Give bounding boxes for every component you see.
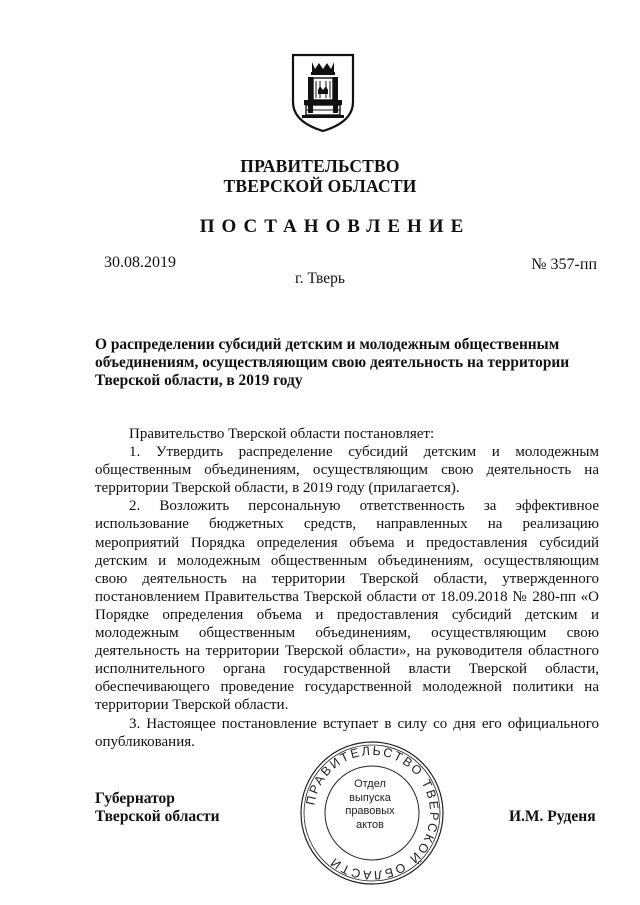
title-line: О распределении субсидий детским и молодежным общественным [95, 336, 560, 353]
org-name-line1: ПРАВИТЕЛЬСТВО [240, 156, 400, 176]
title-line: объединениям, осуществляющим свою деятельность на территории [95, 354, 570, 371]
document-type: ПОСТАНОВЛЕНИЕ [199, 216, 471, 237]
title-line: Тверской области, в 2019 году [95, 372, 303, 389]
document-number: № 357-пп [531, 256, 597, 273]
document-body [95, 425, 599, 751]
stamp-center-text [335, 778, 405, 832]
signatory-position [95, 790, 220, 826]
signatory-name: И.М. Руденя [509, 808, 596, 825]
body-intro: Правительство Тверской области постановляет: [129, 426, 435, 442]
body-item-1: 1. Утвердить распределение субсидий детским и молодежным общественным объединениям, осуществляющим свою деятельность на территории Тверской области, в 2019 году (прилагается). [95, 444, 599, 497]
position-line: Губернатор [95, 790, 175, 807]
stamp-ring-text: ПРАВИТЕЛЬСТВО ТВЕРСКОЙ ОБЛАСТИ [303, 743, 442, 883]
body-item-2: 2. Возложить персональную ответственность за эффективное использование бюджетных средств, направленных на реализацию мероприятий Порядка определения объема и предоставления субсидий детским и молодежным общественным объединениям, осуществляющим свою деятельность на территории Тверской области, утвержденного постановлением Правительства Тверской области от 18.09.2018 № 280-пп «О Порядке определения объема и предоставления субсидий детским и молодежным общественным объединениям, осуществляющим свою деятельность на территории Тверской области», на руководителя областного исполнительного органа государственной власти Тверской области, обеспечивающего проведение государственной молодежной политики на территории Тверской области. [95, 498, 599, 714]
document-date: 30.08.2019 [104, 254, 176, 271]
document-city: г. Тверь [295, 270, 345, 287]
stamp-line: выпуска [349, 791, 391, 804]
org-name-line2: ТВЕРСКОЙ ОБЛАСТИ [223, 176, 417, 196]
coat-of-arms-emblem [290, 52, 356, 134]
document-title [95, 336, 595, 390]
body-item-3: 3. Настоящее постановление вступает в силу со дня его официального опубликования. [95, 715, 599, 750]
stamp-line: правовых [345, 805, 395, 817]
stamp-line: актов [356, 818, 384, 831]
position-line: Тверской области [95, 808, 220, 825]
stamp-line: Отдел [354, 778, 386, 790]
